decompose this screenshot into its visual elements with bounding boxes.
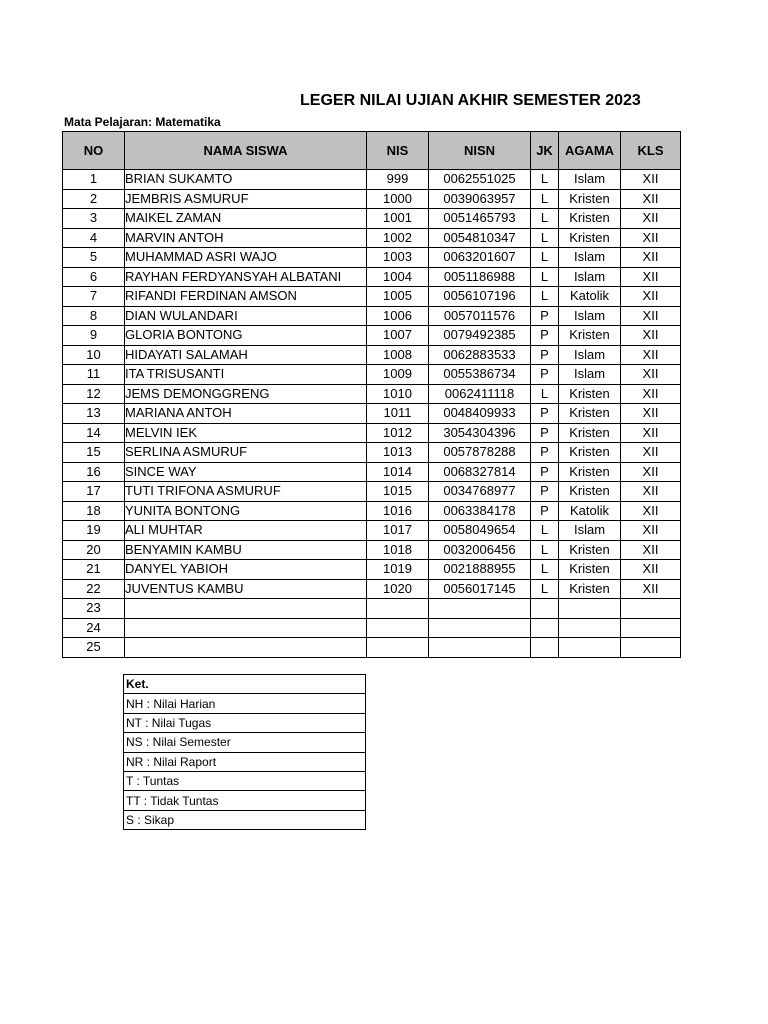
cell-nisn[interactable]: 0063384178 <box>429 501 531 521</box>
cell-agama[interactable] <box>559 618 621 638</box>
cell-agama[interactable]: Katolik <box>559 287 621 307</box>
cell-nama-siswa[interactable]: SINCE WAY <box>125 462 367 482</box>
cell-nisn[interactable]: 0056017145 <box>429 579 531 599</box>
cell-kls[interactable]: XII <box>621 267 681 287</box>
cell-kls[interactable]: XII <box>621 462 681 482</box>
cell-no[interactable]: 12 <box>63 384 125 404</box>
legend-row <box>124 752 366 771</box>
cell-kls[interactable]: XII <box>621 443 681 463</box>
cell-jk[interactable] <box>531 618 559 638</box>
cell-jk[interactable]: P <box>531 306 559 326</box>
cell-jk[interactable]: L <box>531 579 559 599</box>
table-row <box>63 345 681 365</box>
table-row <box>63 404 681 424</box>
legend-table <box>123 674 366 830</box>
cell-kls[interactable]: XII <box>621 579 681 599</box>
cell-nama-siswa[interactable]: MUHAMMAD ASRI WAJO <box>125 248 367 268</box>
legend-row <box>124 810 366 829</box>
header-agama: AGAMA <box>559 132 621 170</box>
table-row <box>63 267 681 287</box>
legend-row <box>124 713 366 732</box>
cell-nama-siswa[interactable] <box>125 638 367 658</box>
cell-kls[interactable]: XII <box>621 170 681 190</box>
cell-nisn[interactable]: 0063201607 <box>429 248 531 268</box>
cell-no[interactable]: 9 <box>63 326 125 346</box>
cell-agama[interactable]: Islam <box>559 345 621 365</box>
cell-nis[interactable]: 1000 <box>367 189 429 209</box>
cell-agama[interactable]: Kristen <box>559 404 621 424</box>
cell-nisn[interactable]: 0034768977 <box>429 482 531 502</box>
table-header-row <box>63 132 681 170</box>
cell-jk[interactable]: L <box>531 287 559 307</box>
cell-agama[interactable]: Kristen <box>559 384 621 404</box>
cell-agama[interactable]: Kristen <box>559 423 621 443</box>
cell-kls[interactable]: XII <box>621 540 681 560</box>
cell-nisn[interactable] <box>429 638 531 658</box>
legend-row <box>124 733 366 752</box>
header-nisn: NISN <box>429 132 531 170</box>
cell-nis[interactable]: 999 <box>367 170 429 190</box>
cell-nis[interactable] <box>367 599 429 619</box>
cell-kls[interactable]: XII <box>621 209 681 229</box>
cell-nis[interactable]: 1004 <box>367 267 429 287</box>
cell-agama[interactable]: Kristen <box>559 482 621 502</box>
table-row <box>63 189 681 209</box>
table-row <box>63 365 681 385</box>
cell-nisn[interactable]: 0058049654 <box>429 521 531 541</box>
cell-no[interactable]: 3 <box>63 209 125 229</box>
cell-kls[interactable]: XII <box>621 228 681 248</box>
cell-nis[interactable]: 1015 <box>367 482 429 502</box>
cell-nisn[interactable] <box>429 599 531 619</box>
legend-item: TT : Tidak Tuntas <box>124 791 366 810</box>
cell-nis[interactable]: 1006 <box>367 306 429 326</box>
table-row <box>63 560 681 580</box>
cell-agama[interactable] <box>559 638 621 658</box>
table-row <box>63 306 681 326</box>
cell-no[interactable]: 16 <box>63 462 125 482</box>
cell-agama[interactable]: Islam <box>559 306 621 326</box>
cell-no[interactable]: 14 <box>63 423 125 443</box>
cell-nama-siswa[interactable]: SERLINA ASMURUF <box>125 443 367 463</box>
header-nis: NIS <box>367 132 429 170</box>
cell-no[interactable]: 24 <box>63 618 125 638</box>
cell-no[interactable]: 7 <box>63 287 125 307</box>
cell-jk[interactable]: L <box>531 267 559 287</box>
subject-label: Mata Pelajaran: Matematika <box>64 115 221 129</box>
cell-kls[interactable] <box>621 618 681 638</box>
cell-nama-siswa[interactable]: RIFANDI FERDINAN AMSON <box>125 287 367 307</box>
table-row <box>63 443 681 463</box>
cell-jk[interactable]: P <box>531 365 559 385</box>
cell-nis[interactable] <box>367 618 429 638</box>
table-row <box>63 501 681 521</box>
cell-agama[interactable]: Kristen <box>559 189 621 209</box>
legend-item: NR : Nilai Raport <box>124 752 366 771</box>
header-jk: JK <box>531 132 559 170</box>
cell-jk[interactable]: P <box>531 423 559 443</box>
cell-nama-siswa[interactable]: TUTI TRIFONA ASMURUF <box>125 482 367 502</box>
cell-no[interactable]: 6 <box>63 267 125 287</box>
student-table <box>62 131 681 658</box>
cell-nis[interactable] <box>367 638 429 658</box>
cell-nama-siswa[interactable]: BRIAN SUKAMTO <box>125 170 367 190</box>
cell-nama-siswa[interactable]: JUVENTUS KAMBU <box>125 579 367 599</box>
cell-nisn[interactable]: 0062883533 <box>429 345 531 365</box>
cell-agama[interactable]: Islam <box>559 170 621 190</box>
cell-jk[interactable]: P <box>531 501 559 521</box>
table-row <box>63 521 681 541</box>
cell-kls[interactable] <box>621 638 681 658</box>
legend-item: T : Tuntas <box>124 771 366 790</box>
cell-nis[interactable]: 1002 <box>367 228 429 248</box>
legend-row <box>124 771 366 790</box>
cell-jk[interactable]: L <box>531 560 559 580</box>
cell-kls[interactable]: XII <box>621 189 681 209</box>
cell-agama[interactable]: Islam <box>559 521 621 541</box>
cell-jk[interactable]: P <box>531 482 559 502</box>
cell-kls[interactable]: XII <box>621 384 681 404</box>
cell-nis[interactable]: 1005 <box>367 287 429 307</box>
cell-jk[interactable] <box>531 599 559 619</box>
cell-nama-siswa[interactable]: JEMS DEMONGGRENG <box>125 384 367 404</box>
cell-no[interactable]: 13 <box>63 404 125 424</box>
cell-kls[interactable]: XII <box>621 501 681 521</box>
table-row <box>63 462 681 482</box>
cell-kls[interactable]: XII <box>621 365 681 385</box>
table-row <box>63 423 681 443</box>
cell-no[interactable]: 11 <box>63 365 125 385</box>
cell-jk[interactable]: P <box>531 345 559 365</box>
cell-kls[interactable]: XII <box>621 560 681 580</box>
cell-nisn[interactable]: 0057878288 <box>429 443 531 463</box>
cell-nis[interactable]: 1003 <box>367 248 429 268</box>
cell-no[interactable]: 21 <box>63 560 125 580</box>
cell-nama-siswa[interactable]: ALI MUHTAR <box>125 521 367 541</box>
legend-heading: Ket. <box>124 675 366 694</box>
cell-kls[interactable]: XII <box>621 326 681 346</box>
cell-jk[interactable]: L <box>531 170 559 190</box>
cell-nama-siswa[interactable]: MAIKEL ZAMAN <box>125 209 367 229</box>
cell-agama[interactable]: Kristen <box>559 209 621 229</box>
cell-nis[interactable]: 1016 <box>367 501 429 521</box>
page-title: LEGER NILAI UJIAN AKHIR SEMESTER 2023 <box>300 92 641 109</box>
cell-nis[interactable]: 1007 <box>367 326 429 346</box>
cell-nisn[interactable]: 0032006456 <box>429 540 531 560</box>
cell-nisn[interactable]: 0062551025 <box>429 170 531 190</box>
cell-nama-siswa[interactable]: BENYAMIN KAMBU <box>125 540 367 560</box>
cell-nisn[interactable]: 3054304396 <box>429 423 531 443</box>
cell-agama[interactable]: Islam <box>559 248 621 268</box>
header-nama-siswa: NAMA SISWA <box>125 132 367 170</box>
cell-jk[interactable]: L <box>531 189 559 209</box>
cell-nis[interactable]: 1013 <box>367 443 429 463</box>
cell-nis[interactable]: 1010 <box>367 384 429 404</box>
cell-nis[interactable]: 1012 <box>367 423 429 443</box>
cell-no[interactable]: 1 <box>63 170 125 190</box>
table-row <box>63 638 681 658</box>
cell-nisn[interactable]: 0062411118 <box>429 384 531 404</box>
cell-nis[interactable]: 1001 <box>367 209 429 229</box>
table-row <box>63 228 681 248</box>
cell-nis[interactable]: 1017 <box>367 521 429 541</box>
cell-nis[interactable]: 1009 <box>367 365 429 385</box>
cell-nisn[interactable]: 0048409933 <box>429 404 531 424</box>
cell-nis[interactable]: 1018 <box>367 540 429 560</box>
cell-nisn[interactable]: 0051186988 <box>429 267 531 287</box>
cell-nisn[interactable]: 0056107196 <box>429 287 531 307</box>
table-row <box>63 209 681 229</box>
cell-nama-siswa[interactable]: MARVIN ANTOH <box>125 228 367 248</box>
table-row <box>63 599 681 619</box>
cell-nis[interactable]: 1014 <box>367 462 429 482</box>
cell-no[interactable]: 15 <box>63 443 125 463</box>
legend-item: NH : Nilai Harian <box>124 694 366 713</box>
header-no: NO <box>63 132 125 170</box>
cell-jk[interactable]: P <box>531 443 559 463</box>
cell-jk[interactable]: L <box>531 521 559 541</box>
cell-agama[interactable] <box>559 599 621 619</box>
table-row <box>63 287 681 307</box>
legend-item: S : Sikap <box>124 810 366 829</box>
cell-kls[interactable]: XII <box>621 482 681 502</box>
cell-nisn[interactable]: 0021888955 <box>429 560 531 580</box>
cell-nisn[interactable]: 0054810347 <box>429 228 531 248</box>
legend-row <box>124 791 366 810</box>
cell-nisn[interactable] <box>429 618 531 638</box>
cell-nis[interactable]: 1011 <box>367 404 429 424</box>
cell-kls[interactable]: XII <box>621 521 681 541</box>
cell-nisn[interactable]: 0051465793 <box>429 209 531 229</box>
cell-kls[interactable]: XII <box>621 404 681 424</box>
cell-agama[interactable]: Kristen <box>559 462 621 482</box>
cell-nama-siswa[interactable] <box>125 618 367 638</box>
cell-no[interactable]: 4 <box>63 228 125 248</box>
cell-no[interactable]: 17 <box>63 482 125 502</box>
cell-agama[interactable]: Kristen <box>559 579 621 599</box>
cell-agama[interactable]: Islam <box>559 365 621 385</box>
cell-kls[interactable]: XII <box>621 423 681 443</box>
cell-no[interactable]: 5 <box>63 248 125 268</box>
cell-agama[interactable]: Kristen <box>559 326 621 346</box>
cell-nama-siswa[interactable]: ITA TRISUSANTI <box>125 365 367 385</box>
cell-nama-siswa[interactable]: MELVIN IEK <box>125 423 367 443</box>
cell-no[interactable]: 19 <box>63 521 125 541</box>
cell-jk[interactable]: L <box>531 228 559 248</box>
legend-item: NS : Nilai Semester <box>124 733 366 752</box>
cell-agama[interactable]: Kristen <box>559 443 621 463</box>
cell-nisn[interactable]: 0079492385 <box>429 326 531 346</box>
table-body <box>63 170 681 658</box>
cell-nama-siswa[interactable]: GLORIA BONTONG <box>125 326 367 346</box>
cell-nisn[interactable]: 0055386734 <box>429 365 531 385</box>
table-row <box>63 579 681 599</box>
cell-nama-siswa[interactable]: HIDAYATI SALAMAH <box>125 345 367 365</box>
cell-agama[interactable]: Kristen <box>559 228 621 248</box>
cell-jk[interactable]: L <box>531 248 559 268</box>
cell-kls[interactable]: XII <box>621 248 681 268</box>
cell-no[interactable]: 25 <box>63 638 125 658</box>
cell-jk[interactable]: L <box>531 384 559 404</box>
cell-nama-siswa[interactable]: DANYEL YABIOH <box>125 560 367 580</box>
cell-nisn[interactable]: 0039063957 <box>429 189 531 209</box>
cell-agama[interactable]: Kristen <box>559 560 621 580</box>
table-row <box>63 326 681 346</box>
table-row <box>63 170 681 190</box>
cell-agama[interactable]: Islam <box>559 267 621 287</box>
cell-nama-siswa[interactable]: DIAN WULANDARI <box>125 306 367 326</box>
cell-nama-siswa[interactable]: RAYHAN FERDYANSYAH ALBATANI <box>125 267 367 287</box>
cell-no[interactable]: 22 <box>63 579 125 599</box>
legend-heading-row <box>124 675 366 694</box>
cell-nama-siswa[interactable] <box>125 599 367 619</box>
cell-no[interactable]: 20 <box>63 540 125 560</box>
cell-nama-siswa[interactable]: YUNITA BONTONG <box>125 501 367 521</box>
cell-no[interactable]: 2 <box>63 189 125 209</box>
legend-item: NT : Nilai Tugas <box>124 713 366 732</box>
cell-jk[interactable]: P <box>531 462 559 482</box>
cell-no[interactable]: 23 <box>63 599 125 619</box>
legend-body <box>124 675 366 830</box>
table-row <box>63 540 681 560</box>
cell-nama-siswa[interactable]: JEMBRIS ASMURUF <box>125 189 367 209</box>
cell-kls[interactable]: XII <box>621 345 681 365</box>
legend-row <box>124 694 366 713</box>
cell-no[interactable]: 10 <box>63 345 125 365</box>
cell-nisn[interactable]: 0057011576 <box>429 306 531 326</box>
cell-jk[interactable]: P <box>531 326 559 346</box>
table-row <box>63 482 681 502</box>
cell-nis[interactable]: 1019 <box>367 560 429 580</box>
cell-no[interactable]: 18 <box>63 501 125 521</box>
cell-nisn[interactable]: 0068327814 <box>429 462 531 482</box>
table-row <box>63 384 681 404</box>
cell-jk[interactable] <box>531 638 559 658</box>
cell-agama[interactable]: Kristen <box>559 540 621 560</box>
cell-nis[interactable]: 1008 <box>367 345 429 365</box>
cell-jk[interactable]: L <box>531 209 559 229</box>
cell-nama-siswa[interactable]: MARIANA ANTOH <box>125 404 367 424</box>
cell-kls[interactable] <box>621 599 681 619</box>
table-row <box>63 248 681 268</box>
cell-agama[interactable]: Katolik <box>559 501 621 521</box>
cell-jk[interactable]: P <box>531 404 559 424</box>
table-row <box>63 618 681 638</box>
cell-kls[interactable]: XII <box>621 306 681 326</box>
cell-jk[interactable]: L <box>531 540 559 560</box>
cell-no[interactable]: 8 <box>63 306 125 326</box>
cell-nis[interactable]: 1020 <box>367 579 429 599</box>
cell-kls[interactable]: XII <box>621 287 681 307</box>
header-kls: KLS <box>621 132 681 170</box>
